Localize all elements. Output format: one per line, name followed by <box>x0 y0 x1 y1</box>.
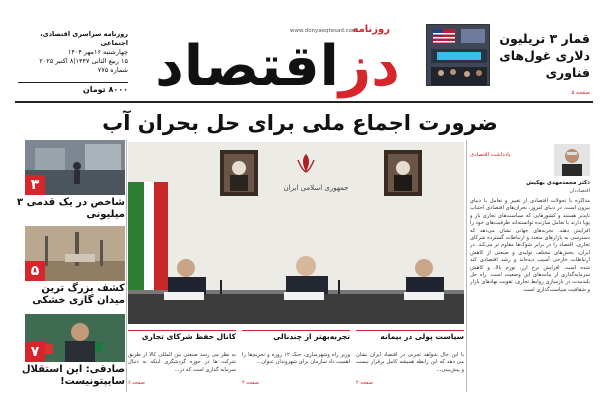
editorial-label: یادداشت اقتصادی <box>470 152 511 158</box>
logo-text: اقتصاد <box>155 34 339 99</box>
sidebar-item-1[interactable] <box>15 140 125 222</box>
bottom-col-3-text: با این حال شواهد تجربی در اقتصاد ایران نشان می دهد که این رابطه همیشه کامل برقرار نیست و پیش‌بینی... <box>356 352 464 373</box>
date-line-2: ۱۵ ربیع الثانی ۱۴۴۷|۸ اکتبر ۲۰۲۵ <box>39 57 128 65</box>
sidebar-headline-2: کشف بزرگ ترین میدان گازی خشکی <box>32 283 125 306</box>
price: ۸۰۰۰ تومان <box>82 85 128 94</box>
bottom-col-2-text: وزیر راه وشهرسازی، جنگ ۱۲ روزه و تحریم‌ها را اهمیت داد سازمان برای شهروندان عنوان... <box>242 352 350 366</box>
bottom-col-2[interactable] <box>242 326 350 392</box>
author-photo <box>554 144 590 176</box>
logo-prefix: دز <box>338 34 400 99</box>
logo-small-text: روزنامه <box>352 24 390 35</box>
bottom-col-1-page-ref: صفحه ۶ <box>128 380 145 386</box>
top-story-headline[interactable]: قمار ۳ تریلیون دلاری غول‌های فناوری <box>499 31 590 80</box>
top-story-page-ref: صفحه ۵ <box>571 90 590 96</box>
sidebar-left <box>15 140 125 385</box>
website: www.donyaeqtesad.com <box>290 28 358 34</box>
main-photo <box>128 142 464 324</box>
sidebar-number-2: ۵ <box>25 261 45 281</box>
bottom-col-2-headline: تجربه‌بهتر از چندنالی <box>273 332 350 341</box>
sidebar-headline-3: صادقی: این استقلال سایپتونیست! <box>21 364 125 387</box>
logo <box>135 22 420 102</box>
main-headline[interactable]: ضرورت اجماع ملی برای حل بحران آب <box>102 111 498 135</box>
sidebar-headline-1: شاخص در یک قدمی ۳ میلیونی <box>17 197 125 220</box>
masthead-rule <box>15 101 593 103</box>
photo-banner-text: جمهوری اسلامی ایران <box>283 184 349 192</box>
bottom-col-1[interactable] <box>128 326 236 392</box>
bottom-col-1-headline: کانال حفظ شرکای تجاری <box>141 332 236 341</box>
bottom-col-2-page-ref: صفحه ۴ <box>242 380 259 386</box>
masthead-info <box>18 30 128 75</box>
sidebar-item-3[interactable] <box>15 314 125 394</box>
top-story-photo <box>426 24 490 86</box>
date-line: چهارشنبه ۱۶مهر ۱۴۰۴ <box>67 48 128 56</box>
sidebar-number-1: ۳ <box>25 175 45 195</box>
divider-right <box>466 140 467 392</box>
editorial <box>470 140 592 396</box>
issue-number: شماره ۷۷۵ <box>97 66 128 74</box>
editorial-text: مذاکره با تحولات اقتصادی از تغییر و تعامل با دنیای بیرون است. در دنیای امروز، بحران‌های اقتصادی اجتناب ناپذیر هستند و کشورهایی که سیاست‌های تجاری باز و پویا دارند با تعامل سازنده توانسته‌اند ظرفیت‌های خود را افزایش دهند. تجربه‌های جهانی نشان می‌دهد که دسترسی به بازارهای متعدد و ارتباطات گسترده شرکای تجاری، اقتصاد را در برابر شوک‌ها مقاوم تر می‌کند. در ایران، بخش‌های مختلف تولیدی و صنعتی از کاهش ارتباطات خارجی آسیب دیده‌اند و رشد اقتصادی کند شده است. افزایش نرخ ارز، تورم بالا، و کاهش سرمایه‌گذاری از پیامدهای این وضعیت است. راه حل بلندمدت در بازسازی روابط تجاری، تقویت نهادهای بازار و شفافیت سیاست‌گذاری است. <box>470 198 590 293</box>
bottom-col-3-headline: سیاست پولی در بیمانه <box>380 332 464 341</box>
sidebar-number-3: ۷ <box>25 342 45 362</box>
bottom-col-3[interactable] <box>356 326 464 392</box>
sidebar-item-2[interactable] <box>15 226 125 310</box>
bottom-columns <box>128 326 464 392</box>
author-title: اقتصاددان <box>569 188 590 194</box>
bottom-col-3-page-ref: صفحه ۴ <box>356 380 373 386</box>
masthead <box>0 0 600 110</box>
divider-left <box>126 140 127 392</box>
author-name: دکتر محمدمهدی بهکیش <box>526 180 590 186</box>
tagline: روزنامه سراسری اقتصادی، اجتماعی <box>40 30 128 47</box>
bottom-col-1-text: به نظر می رسد صنعتی بین المللی کالا از طریق شرکت ها در حوزه گردشگری اینکه به دنبال سرمایه گذاری است که در... <box>128 352 236 373</box>
